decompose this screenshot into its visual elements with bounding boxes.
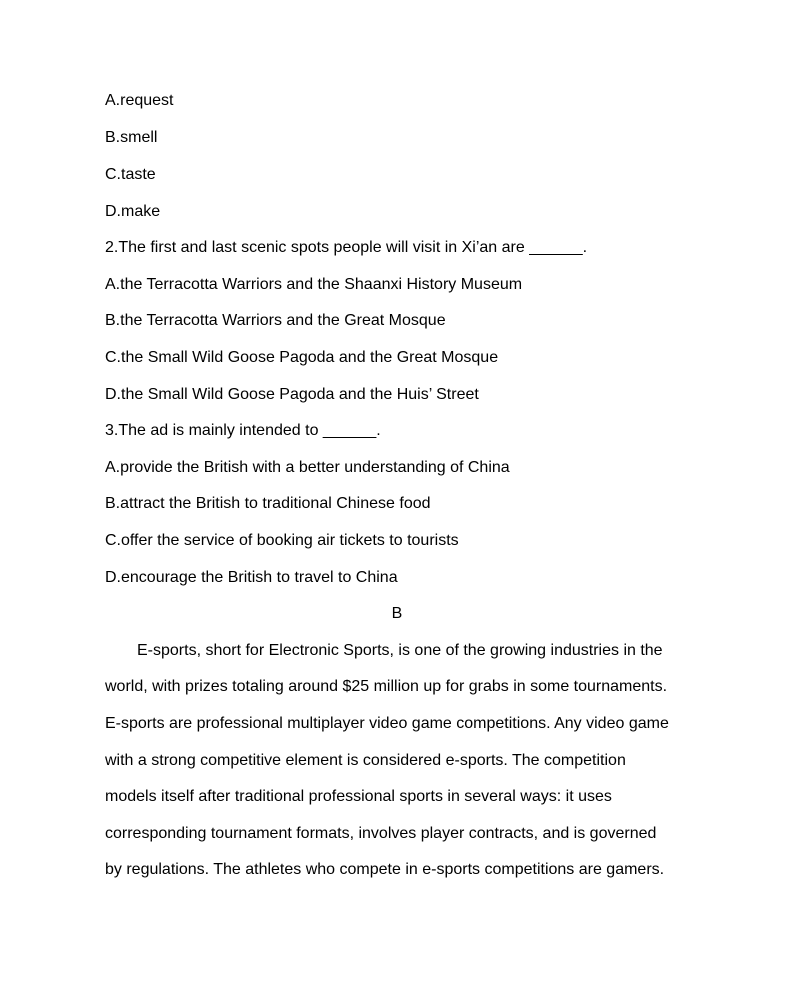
q2-stem: 2.The first and last scenic spots people will visit in Xi’an are ______.	[105, 239, 588, 256]
q3-option-a: A.provide the British with a better understanding of China	[105, 459, 510, 476]
q2-option-c: C.the Small Wild Goose Pagoda and the Great Mosque	[105, 349, 499, 366]
paragraph-line-3: E-sports are professional multiplayer video game competitions. Any video game	[105, 715, 669, 732]
paragraph-line-6: corresponding tournament formats, involves player contracts, and is governed	[105, 825, 657, 842]
paragraph-line-7: by regulations. The athletes who compete in e-sports competitions are gamers.	[105, 861, 665, 878]
q2-option-d: D.the Small Wild Goose Pagoda and the Huis’ Street	[105, 386, 479, 403]
q1-option-d: D.make	[105, 203, 161, 220]
q1-option-b: B.smell	[105, 129, 158, 146]
section-heading: B	[391, 605, 403, 622]
q1-option-a: A.request	[105, 92, 174, 109]
q3-option-d: D.encourage the British to travel to China	[105, 569, 398, 586]
paragraph-line-1: E-sports, short for Electronic Sports, is one of the growing industries in the	[137, 642, 663, 659]
paragraph-line-4: with a strong competitive element is considered e-sports. The competition	[105, 752, 626, 769]
paragraph-line-5: models itself after traditional professional sports in several ways: it uses	[105, 788, 612, 805]
q3-option-b: B.attract the British to traditional Chinese food	[105, 495, 431, 512]
q2-option-b: B.the Terracotta Warriors and the Great Mosque	[105, 312, 446, 329]
q3-option-c: C.offer the service of booking air tickets to tourists	[105, 532, 459, 549]
q1-option-c: C.taste	[105, 166, 156, 183]
q3-stem: 3.The ad is mainly intended to ______.	[105, 422, 381, 439]
paragraph-line-2: world, with prizes totaling around $25 million up for grabs in some tournaments.	[105, 678, 668, 695]
q2-option-a: A.the Terracotta Warriors and the Shaanxi History Museum	[105, 276, 523, 293]
